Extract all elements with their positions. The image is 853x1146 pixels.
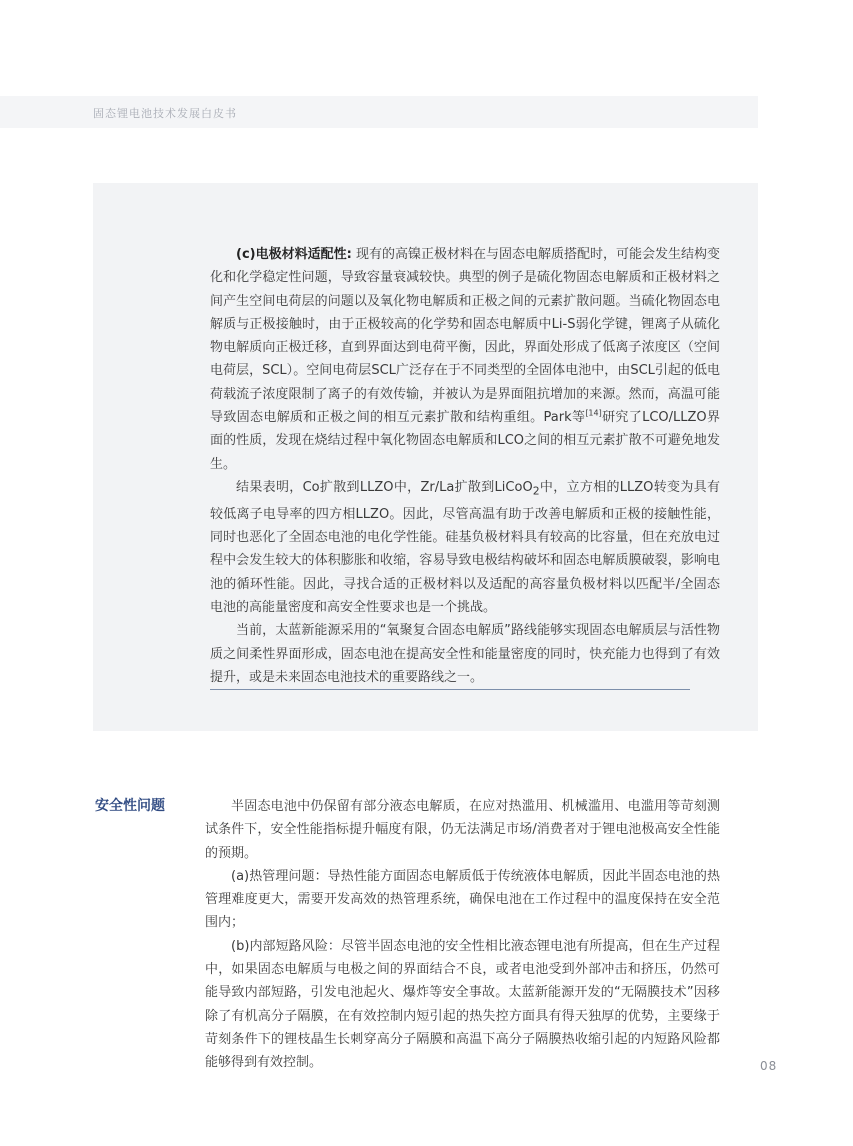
page-number: 08 <box>760 1059 778 1073</box>
paragraph-text: 研究了LCO/LLZO界面的性质，发现在烧结过程中氧化物固态电解质和LCO之间的相互元素扩散不可避免地发生。 <box>210 410 720 472</box>
paragraph-text: 现有的高镍正极材料在与固态电解质搭配时，可能会发生结构变化和化学稳定性问题，导致容量衰减较快。典型的例子是硫化物固态电解质和正极材料之间产生空间电荷层的问题以及氧化物电解质和正极之间的元素扩散问题。当硫化物固态电解质与正极接触时，由于正极较高的化学势和固态电解质中Li-S弱化学键，锂离子从硫化物电解质向正极迁移，直到界面达到电荷平衡，因此，界面处形成了低离子浓度区（空间电荷层，SCL）。空间电荷层SCL广泛存在于不同类型的全固体电池中，由SCL引起的低电荷载流子浓度限制了离子的有效传输，并被认为是界面阻抗增加的来源。然而，高温可能导致固态电解质和正极之间的相互元素扩散和结构重组。Park等 <box>210 247 720 426</box>
citation-reference: [14] <box>585 408 602 418</box>
section-paragraph-2: (a)热管理问题：导热性能方面固态电解质低于传统液体电解质，因此半固态电池的热管理难度更大，需要开发高效的热管理系统，确保电池在工作过程中的温度保持在安全范围内； <box>205 868 720 931</box>
panel-paragraph-3: 当前，太蓝新能源采用的“氧聚复合固态电解质”路线能够实现固态电解质层与活性物质之间柔性界面形成，固态电池在提高安全性和能量密度的同时，快充能力也得到了有效提升，或是未来固态电池技术的重要路线之一。 <box>210 623 720 685</box>
panel-text <box>210 243 720 689</box>
section-paragraph-3: (b)内部短路风险：尽管半固态电池的安全性相比液态锂电池有所提高，但在生产过程中，如果固态电解质与电极之间的界面结合不良，或者电池受到外部冲击和挤压，仍然可能导致内部短路，引发电池起火、爆炸等安全事故。太蓝新能源开发的“无隔膜技术”因移除了有机高分子隔膜，在有效控制内短引起的热失控方面具有得天独厚的优势，主要缘于苛刻条件下的锂枝晶生长刺穿高分子隔膜和高温下高分子隔膜热收缩引起的内短路风险都能够得到有效控制。 <box>205 938 720 1071</box>
paragraph-text: 结果表明，Co扩散到LLZO中，Zr/La扩散到LiCoO <box>236 479 533 495</box>
paragraph-label: (c)电极材料适配性: <box>236 247 352 262</box>
panel-paragraph-1 <box>210 243 720 476</box>
paragraph-text: 中，立方相的LLZO转变为具有较低离子电导率的四方相LLZO。因此，尽管高温有助于改善电解质和正极的接触性能，同时也恶化了全固态电池的电化学性能。硅基负极材料具有较高的比容量，但在充放电过程中会发生较大的体积膨胀和收缩，容易导致电极结构破坏和固态电解质膜破裂，影响电池的循环性能。因此，寻找合适的正极材料以及适配的高容量负极材料以匹配半/全固态电池的高能量密度和高安全性要求也是一个挑战。 <box>210 479 720 616</box>
running-header-title: 固态锂电池技术发展白皮书 <box>93 107 237 120</box>
section-heading: 安全性问题 <box>95 798 165 814</box>
subscript: 2 <box>532 484 540 498</box>
section-text <box>205 795 720 1075</box>
panel-paragraph-2 <box>210 476 720 619</box>
section-paragraph-1: 半固态电池中仍保留有部分液态电解质，在应对热滥用、机械滥用、电滥用等苛刻测试条件下，安全性能指标提升幅度有限，仍无法满足市场/消费者对于锂电池极高安全性能的预期。 <box>205 799 720 861</box>
panel-divider <box>210 689 690 690</box>
